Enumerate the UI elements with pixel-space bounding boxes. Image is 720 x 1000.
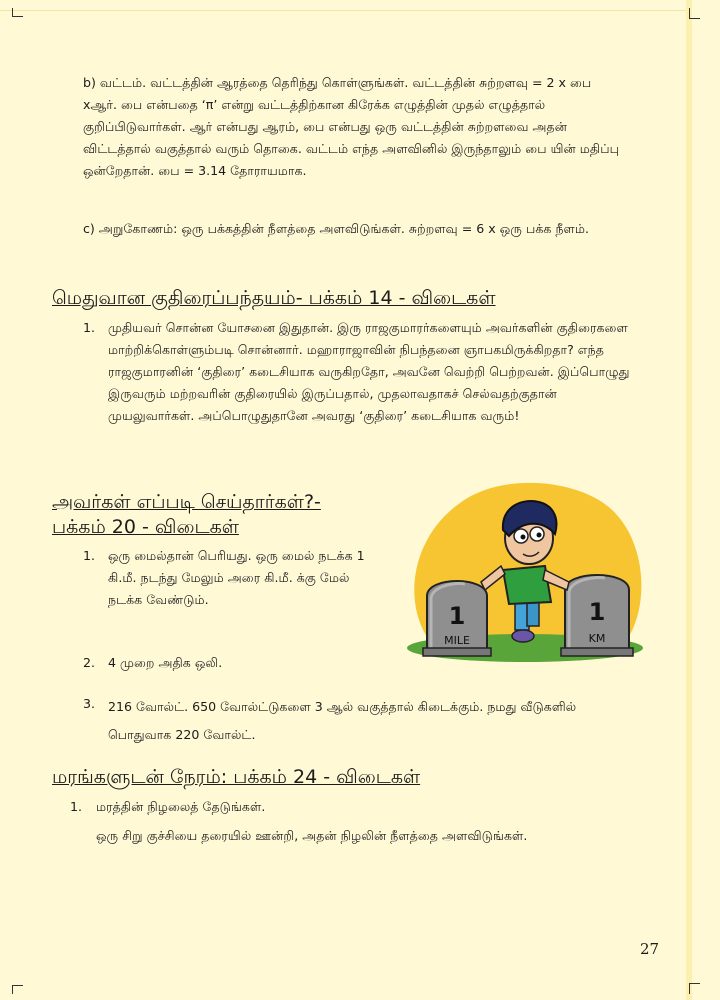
answer-mile-vs-km: ஒரு மைல்தான் பெரியது. ஒரு மைல் நடக்க 1 கி.மீ. நடந்து மேலும் அரை கி.மீ. க்கு மேல் நடக்க வேண்டும்.: [108, 548, 365, 607]
top-rule: [0, 0, 690, 11]
answer-tree-shadow-detail: ஒரு சிறு குச்சியை தரையில் ஊன்றி, அதன் நிழலின் நீளத்தை அளவிடுங்கள்.: [96, 828, 528, 843]
answer-sound: 4 முறை அதிக ஒலி.: [108, 655, 223, 670]
right-margin-rail: [686, 0, 692, 1000]
answer-horse-race: முதியவர் சொன்ன யோசனை இதுதான். இரு ராஜகுமாரர்களையும் அவர்களின் குதிரைகளை மாற்றிக்கொள்ளும்படி சொன்னார். மஹாராஜாவின் நிபந்தனை ஞாபகமிருக்கிறதா? எந்த ராஜகுமாரனின் ‘குதிரை’ கடைசியாக வருகிறதோ, அவனே வெற்றி பெற்றவன். இப்பொழுது இருவரும் மற்றவரின் குதிரையில் இருப்பதால், முதலாவதாகச் செல்வதற்குதான் முயலுவார்கள். அப்பொழுதுதானே அவரது ‘குதிரை’ கடைசியாக வரும்!: [108, 320, 630, 423]
heading-how-did-they-do-line2: பக்கம் 20 - விடைகள்: [52, 516, 239, 538]
heading-how-did-they-do-line1: அவர்கள் எப்படி செய்தார்கள்?-: [52, 491, 321, 513]
item-number: 1.: [70, 799, 83, 814]
crop-mark-bottom-left: [12, 985, 23, 994]
mile-stone-number: 1: [448, 602, 466, 630]
km-stone-number: 1: [588, 598, 606, 626]
boy-milestones-illustration: [405, 478, 650, 668]
km-stone-unit: KM: [588, 632, 606, 645]
crop-mark-bottom-right: [689, 983, 700, 994]
crop-mark-top-right: [689, 8, 700, 19]
item-number: 3.: [83, 696, 96, 711]
crop-mark-top-left: [12, 8, 23, 17]
mile-stone-unit: MILE: [444, 634, 470, 647]
answer-volts: 216 வோல்ட். 650 வோல்ட்டுகளை 3 ஆல் வகுத்தால் கிடைக்கும். நமது வீடுகளில் பொதுவாக 220 வோல்ட்.: [108, 699, 577, 742]
heading-slow-horse-race: மெதுவான குதிரைப்பந்தயம்- பக்கம் 14 - விடைகள்: [52, 287, 496, 309]
heading-time-with-trees: மரங்களுடன் நேரம்: பக்கம் 24 - விடைகள்: [52, 766, 421, 788]
answer-tree-shadow: மரத்தின் நிழலைத் தேடுங்கள்.: [96, 799, 266, 814]
item-number: 1.: [83, 320, 96, 335]
item-number: 1.: [83, 548, 96, 563]
item-number: 2.: [83, 655, 96, 670]
section-b-circle: b) வட்டம். வட்டத்தின் ஆரத்தை தெரிந்து கொள்ளுங்கள். வட்டத்தின் சுற்றளவு = 2 x பை xஆர். பை என்பதை ‘π’ என்று வட்டத்திற்கான கிரேக்க எழுத்தின் முதல் எழுத்தால் குறிப்பிடுவார்கள். ஆர் என்பது ஆரம், பை என்பது ஒரு வட்டத்தின் சுற்றளவை அதன் விட்டத்தால் வகுத்தால் வரும் தொகை. வட்டம் எந்த அளவினில் இருந்தாலும் பை யின் மதிப்பு ஒன்றேதான். பை = 3.14 தோராயமாக.: [83, 75, 619, 178]
page-number: 27: [640, 940, 660, 958]
section-c-hexagon: c) அறுகோணம்: ஒரு பக்கத்தின் நீளத்தை அளவிடுங்கள். சுற்றளவு = 6 x ஒரு பக்க நீளம்.: [83, 221, 590, 236]
